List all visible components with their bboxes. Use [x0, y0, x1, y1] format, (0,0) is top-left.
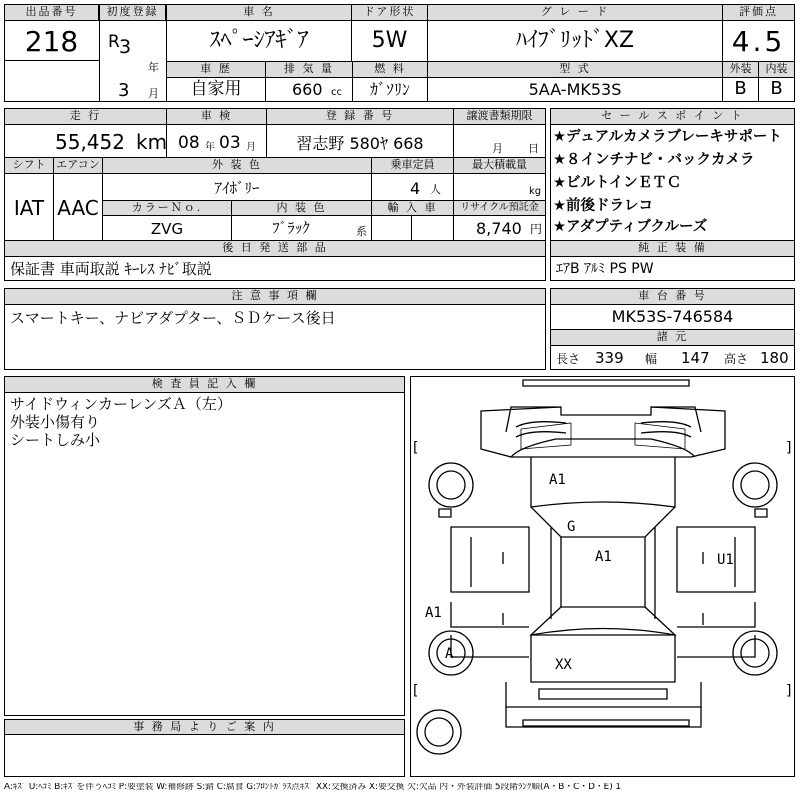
recycle-unit: 円	[530, 222, 543, 236]
ext-score-header: 外装	[722, 61, 759, 78]
lot-no: 218	[24, 25, 79, 58]
model-header: 型 式	[427, 61, 723, 78]
color-no: ZVG	[150, 220, 184, 238]
sales-point: ★デュアルカメラブレーキサポート	[553, 129, 782, 145]
bracket-mark: ]	[786, 440, 792, 456]
later-parts-header: 後 日 発 送 部 品	[4, 240, 546, 257]
first-reg-header: 初度登録	[99, 4, 166, 21]
door-type: 5W	[371, 28, 408, 53]
inspector-line: シートしみ小	[10, 431, 101, 449]
damage-mark: A1	[595, 549, 612, 565]
office-header: 事 務 局 よ り ご 案 内	[4, 719, 405, 735]
load-unit: kg	[529, 186, 542, 197]
length-label: 長さ	[556, 352, 581, 366]
inspector-line: 外装小傷有り	[10, 413, 101, 431]
damage-mark: A1	[549, 472, 566, 488]
bracket-mark: [	[413, 440, 419, 456]
bracket-mark: [	[413, 683, 419, 699]
capacity-unit: 人	[430, 183, 441, 196]
reg-number: 習志野 580ﾔ 668	[296, 134, 424, 153]
chassis-header: 車 台 番 号	[550, 288, 795, 305]
displacement: 660	[292, 80, 323, 99]
damage-mark: U1	[717, 552, 734, 568]
grade: ﾊｲﾌﾞﾘｯﾄﾞXZ	[515, 28, 635, 53]
load-header: 最大積載量	[453, 157, 546, 174]
inspector-line: サイドウィンカーレンズＡ（左）	[10, 395, 232, 413]
year-unit: 年	[148, 61, 159, 74]
sales-point: ★アダプティブクルーズ	[553, 219, 708, 235]
fuel: ｶﾞｿﾘﾝ	[369, 80, 410, 99]
insp-month: 03	[219, 133, 241, 153]
int-color: ﾌﾞﾗｯｸ	[272, 219, 310, 237]
capacity-header: 乗車定員	[371, 157, 454, 174]
shift: IAT	[13, 196, 45, 220]
car-outline	[411, 377, 796, 778]
month-unit: 月	[148, 87, 159, 100]
sales-point: ★８インチナビ・バックカメラ	[553, 152, 755, 168]
damage-mark: XX	[555, 657, 572, 673]
recycle-fee: 8,740	[476, 219, 522, 238]
score: 4.5	[731, 25, 786, 58]
notes-header: 注 意 事 項 欄	[4, 288, 546, 305]
height: 180	[760, 349, 789, 367]
capacity: 4	[410, 179, 421, 198]
notes: スマートキー、ナビアダプター、ＳＤケース後日	[10, 309, 336, 327]
model-code: 5AA-MK53S	[528, 80, 622, 99]
mileage: 55,452	[55, 130, 125, 154]
transfer-day-unit: 日	[528, 142, 539, 155]
later-parts: 保証書 車両取説 ｷｰﾚｽ ﾅﾋﾞ取説	[10, 260, 212, 278]
insp-year: 08	[178, 133, 200, 153]
import-header: 輸 入 車	[371, 200, 454, 216]
car-diagram	[410, 376, 795, 777]
length: 339	[595, 349, 624, 367]
insp-year-unit: 年	[205, 142, 215, 153]
displacement-header: 排 気 量	[265, 61, 353, 78]
bracket-mark: ]	[786, 683, 792, 699]
fuel-header: 燃 料	[352, 61, 428, 78]
recycle-header: リサイクル預託金	[453, 200, 546, 216]
ext-color: ｱｲﾎﾞﾘｰ	[214, 179, 260, 197]
damage-mark: A1	[425, 605, 442, 621]
era: R	[108, 32, 120, 52]
height-label: 高さ	[724, 352, 749, 366]
dims-header: 諸 元	[550, 329, 795, 346]
equipment: ｴｱB ｱﾙﾐ PS PW	[556, 261, 654, 277]
equipment-header: 純 正 装 備	[550, 240, 795, 257]
transfer-header: 譲渡書類期限	[453, 108, 546, 125]
car-history: 自家用	[190, 79, 242, 99]
damage-mark: G	[567, 519, 576, 535]
sales-point: ★ビルトインＥＴＣ	[553, 175, 682, 191]
car-name: ｽﾍﾟｰｼｱｷﾞｱ	[209, 28, 309, 53]
door-header: ドア形状	[351, 4, 428, 21]
lot-no-header: 出品番号	[4, 4, 99, 21]
reg-year: 3	[119, 36, 132, 58]
sales-point: ★前後ドラレコ	[553, 198, 653, 214]
grade-header: グ レ ー ド	[427, 4, 723, 21]
width-label: 幅	[645, 352, 658, 366]
ext-color-header: 外 装 色	[102, 157, 372, 174]
legend: A:ｷｽﾞ U:ﾍｺﾐ B:ｷｽﾞを伴うﾍｺﾐ P:要塗装 W:補修跡 S:錆 C:腐食 G:ﾌﾛﾝﾄｶﾞﾗｽ点ｷｽﾞ XX:交換済み X:要交換 欠:欠品 内・外装評価 5段階ﾗﾝｸ順(A・B・C・D・E) 1	[4, 783, 622, 792]
car-name-header: 車 名	[166, 4, 352, 21]
displacement-unit: cc	[331, 87, 342, 98]
history-header: 車 歴	[166, 61, 266, 78]
int-color-header: 内 装 色	[231, 200, 372, 216]
inspection-header: 車 検	[166, 108, 267, 125]
sales-header: セ ー ル ス ポ イ ン ト	[550, 108, 795, 125]
damage-mark: A	[445, 646, 454, 662]
inspector-header: 検 査 員 記 入 欄	[4, 376, 405, 393]
ext-score: B	[734, 78, 747, 99]
color-no-header: カラーＮｏ.	[102, 200, 232, 216]
mileage-header: 走 行	[4, 108, 167, 125]
ac-header: エアコン	[53, 157, 103, 174]
int-color-suffix: 系	[356, 225, 367, 238]
int-score: B	[770, 78, 783, 99]
reg-no-header: 登 録 番 号	[266, 108, 454, 125]
shift-header: シフト	[4, 157, 54, 174]
insp-month-unit: 月	[246, 142, 256, 153]
reg-month: 3	[118, 80, 130, 101]
score-header: 評価点	[722, 4, 795, 21]
chassis-no: MK53S-746584	[611, 307, 734, 326]
width: 147	[681, 349, 710, 367]
ac: AAC	[57, 196, 99, 220]
mileage-unit: km	[136, 130, 168, 154]
transfer-month-unit: 月	[492, 142, 503, 155]
int-score-header: 内装	[758, 61, 795, 78]
